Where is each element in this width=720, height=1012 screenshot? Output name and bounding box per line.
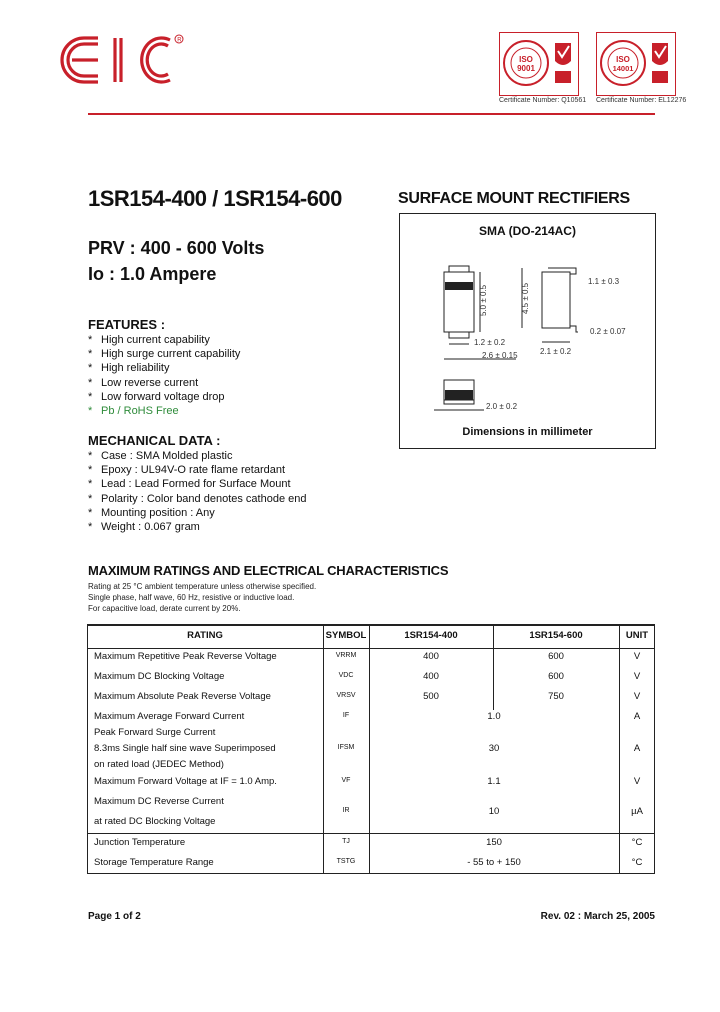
package-drawing xyxy=(399,213,656,449)
table-row-symbol: VRRM xyxy=(335,652,357,659)
features-list xyxy=(88,333,240,418)
cert2-number: Certificate Number: EL12276 xyxy=(596,97,687,104)
dim-top: 1.1 ± 0.3 xyxy=(588,277,620,286)
table-row-unit: µA xyxy=(631,806,643,817)
dim-height: 5.0 ± 0.5 xyxy=(479,284,488,316)
ratings-table xyxy=(87,624,655,874)
header-unit: UNIT xyxy=(625,630,649,641)
cert1-std: 9001 xyxy=(517,64,535,73)
iso-9001-certificate xyxy=(499,32,579,96)
table-row-label: Peak Forward Surge Current xyxy=(94,727,216,738)
eic-logo xyxy=(58,32,186,92)
table-row-value: 600 xyxy=(548,671,564,682)
table-row-label: Maximum DC Reverse Current xyxy=(94,796,224,807)
mechanical-item: * Mounting position : Any xyxy=(88,506,215,519)
ratings-note: For capacitive load, derate current by 20%. xyxy=(88,604,241,613)
feature-item-rohs: * Pb / RoHS Free xyxy=(88,405,179,418)
table-row-symbol: VRSV xyxy=(336,692,356,699)
table-row-unit: °C xyxy=(631,857,643,868)
table-row-unit: A xyxy=(633,711,641,722)
table-row-unit: A xyxy=(633,743,641,754)
iso-9001-seal-icon xyxy=(500,33,578,95)
part-number-title: 1SR154-400 / 1SR154-600 xyxy=(88,186,342,211)
table-row-label: Maximum Forward Voltage at IF = 1.0 Amp. xyxy=(94,776,277,787)
cert2-iso: ISO xyxy=(616,55,630,64)
table-row-label: on rated load (JEDEC Method) xyxy=(94,759,224,770)
table-row-label: Maximum Repetitive Peak Reverse Voltage xyxy=(94,651,277,662)
cert1-number: Certificate Number: Q10561 xyxy=(499,97,587,104)
product-category: SURFACE MOUNT RECTIFIERS xyxy=(398,190,630,207)
io-rating: Io : 1.0 Ampere xyxy=(88,264,217,284)
page-number: Page 1 of 2 xyxy=(88,911,141,922)
prv-rating: PRV : 400 - 600 Volts xyxy=(88,238,265,258)
revision-date: Rev. 02 : March 25, 2005 xyxy=(540,911,655,922)
dim-length: 4.5 ± 0.5 xyxy=(521,282,530,314)
table-row-symbol: TJ xyxy=(342,838,350,845)
table-row-value: 600 xyxy=(548,651,564,662)
table-row-value: 400 xyxy=(423,651,439,662)
table-row-label: Maximum Absolute Peak Reverse Voltage xyxy=(94,691,271,702)
mechanical-item: * Case : SMA Molded plastic xyxy=(88,450,233,462)
table-row-value: 10 xyxy=(488,806,500,817)
table-row-unit: V xyxy=(633,671,641,682)
table-row-label: Maximum DC Blocking Voltage xyxy=(94,671,225,682)
table-row-symbol: IF xyxy=(342,712,350,719)
package-name: SMA (DO-214AC) xyxy=(479,224,576,238)
table-row-label: 8.3ms Single half sine wave Superimposed xyxy=(94,743,276,754)
table-row-value: 750 xyxy=(548,691,564,702)
dim-thick: 0.2 ± 0.07 xyxy=(590,327,626,336)
mechanical-title: MECHANICAL DATA : xyxy=(88,433,221,448)
package-caption: Dimensions in millimeter xyxy=(462,426,593,438)
features-title: FEATURES : xyxy=(88,317,166,332)
table-row-unit: V xyxy=(633,776,641,787)
header-symbol: SYMBOL xyxy=(325,630,367,641)
dim-lead: 1.2 ± 0.2 xyxy=(474,338,506,347)
table-row-value: - 55 to + 150 xyxy=(467,857,521,868)
table-row-symbol: IFSM xyxy=(337,744,355,751)
table-row-value: 400 xyxy=(423,671,439,682)
table-row-label: Maximum Average Forward Current xyxy=(94,711,245,722)
table-row-label: Junction Temperature xyxy=(94,837,186,848)
feature-item: * Low forward voltage drop xyxy=(88,390,225,403)
dim-width: 2.6 ± 0.15 xyxy=(482,351,518,360)
table-row-value: 500 xyxy=(423,691,439,702)
table-row-value: 1.0 xyxy=(487,711,501,722)
table-row-value: 1.1 xyxy=(487,776,501,787)
mechanical-item: * Polarity : Color band denotes cathode end xyxy=(88,492,307,505)
table-row-symbol: VDC xyxy=(338,672,354,679)
mechanical-list xyxy=(88,449,306,534)
header-rating: RATING xyxy=(187,630,223,641)
ratings-note: Single phase, half wave, 60 Hz, resistive or inductive load. xyxy=(88,593,295,602)
cert1-iso: ISO xyxy=(519,55,533,64)
feature-item: * High current capability xyxy=(88,334,210,346)
iso-14001-seal-icon xyxy=(597,33,675,95)
feature-item: * Low reverse current xyxy=(88,376,199,389)
table-row-label: at rated DC Blocking Voltage xyxy=(94,816,216,827)
feature-item: * High reliability xyxy=(88,362,170,375)
ratings-note: Rating at 25 °C ambient temperature unless otherwise specified. xyxy=(88,582,317,591)
table-row-unit: V xyxy=(633,651,641,662)
mechanical-item: * Epoxy : UL94V-O rate flame retardant xyxy=(88,464,286,477)
header-col1: 1SR154-400 xyxy=(404,630,458,641)
mechanical-item: * Weight : 0.067 gram xyxy=(88,521,200,534)
table-row-value: 30 xyxy=(488,743,500,754)
header-col2: 1SR154-600 xyxy=(529,630,583,641)
table-row-symbol: VF xyxy=(341,777,351,784)
table-row-label: Storage Temperature Range xyxy=(94,857,214,868)
table-row-value: 150 xyxy=(486,837,502,848)
table-row-unit: V xyxy=(633,691,641,702)
package-outline-diagram xyxy=(400,214,655,448)
table-row-unit: °C xyxy=(631,837,643,848)
svg-text:R: R xyxy=(177,37,182,44)
header-rule xyxy=(88,113,655,115)
table-row-symbol: TSTG xyxy=(336,858,356,865)
ratings-title: MAXIMUM RATINGS AND ELECTRICAL CHARACTERISTICS xyxy=(88,563,449,578)
cert2-std: 14001 xyxy=(612,64,634,73)
table-row-symbol: IR xyxy=(342,807,350,814)
feature-item: * High surge current capability xyxy=(88,348,241,361)
dim-bottom: 2.0 ± 0.2 xyxy=(486,402,518,411)
mechanical-item: * Lead : Lead Formed for Surface Mount xyxy=(88,478,291,491)
iso-14001-certificate xyxy=(596,32,676,96)
dim-side: 2.1 ± 0.2 xyxy=(540,347,572,356)
